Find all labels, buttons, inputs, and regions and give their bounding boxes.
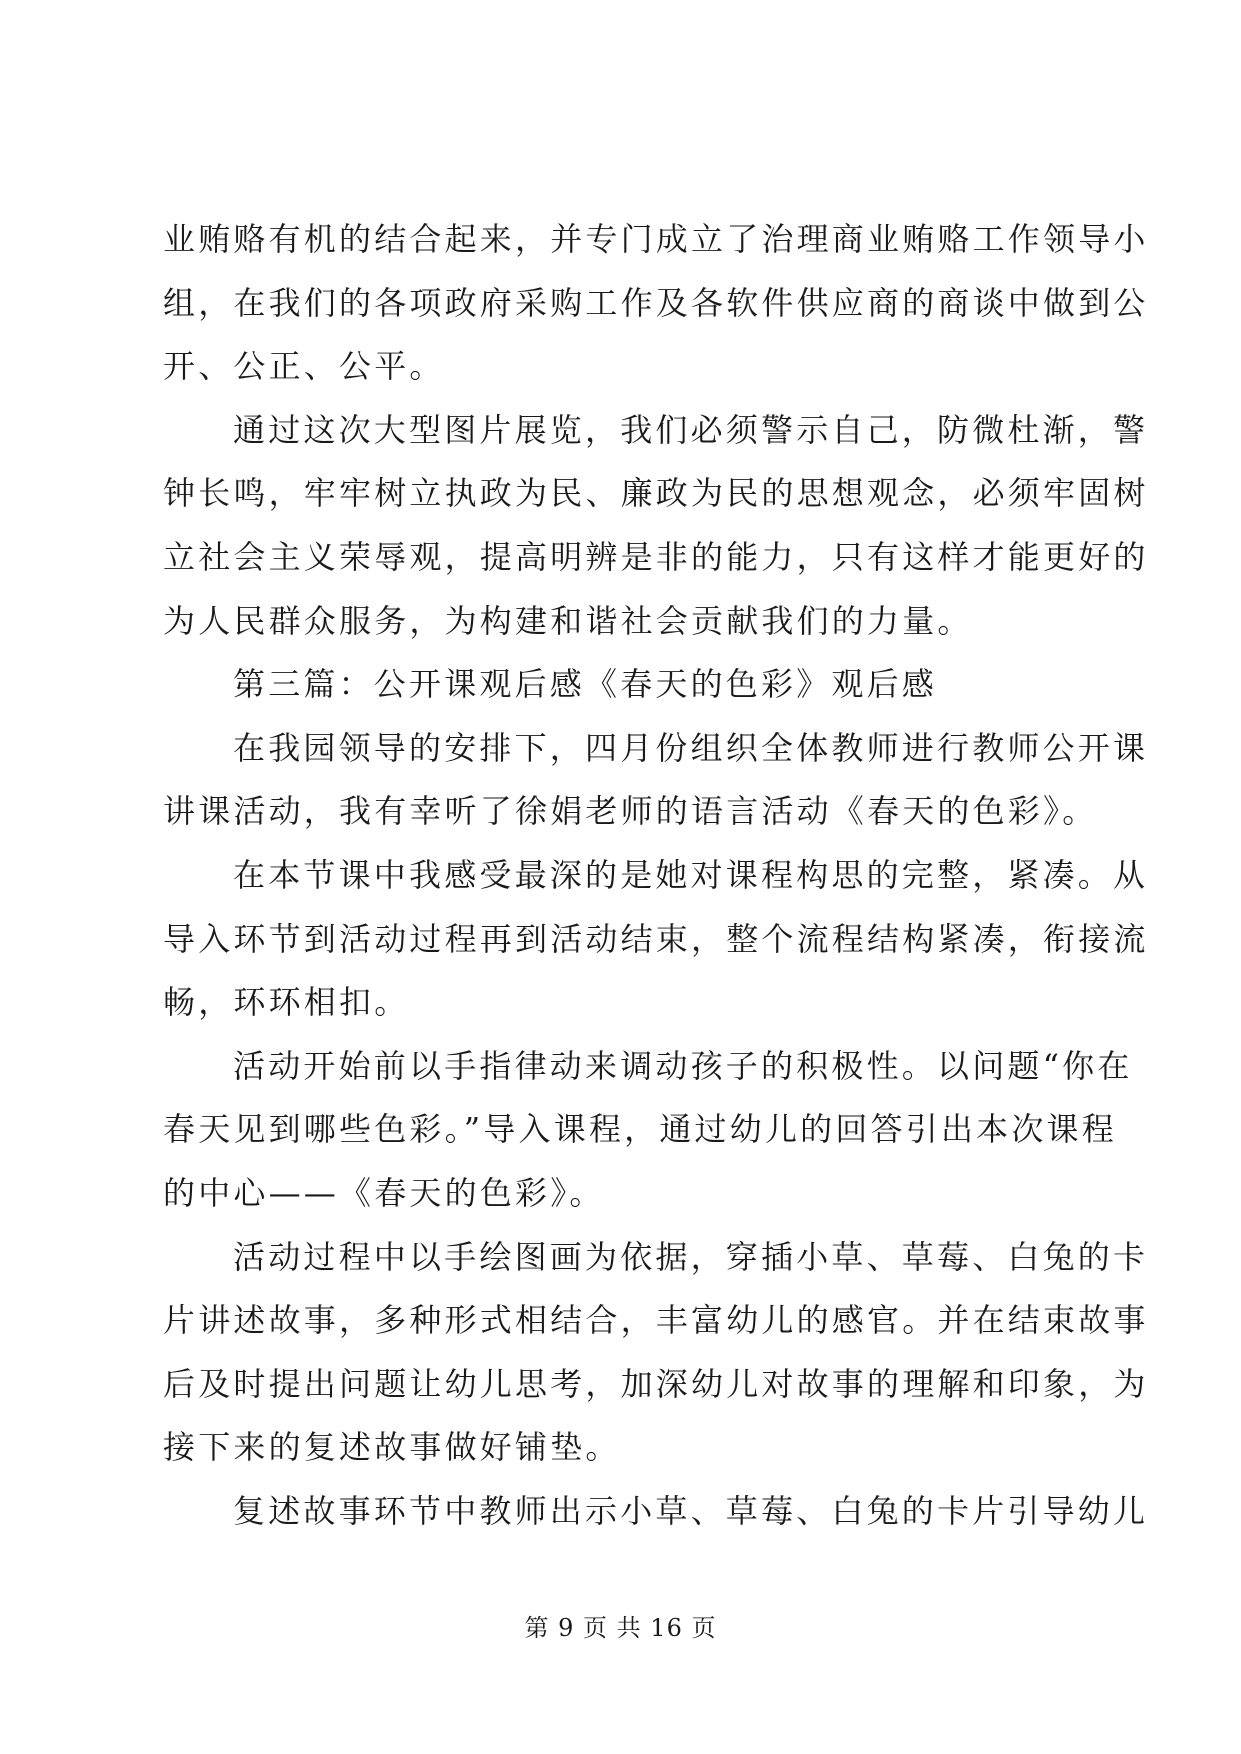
- text-line: 在本节课中我感受最深的是她对课程构思的完整，紧凑。从: [233, 855, 1149, 894]
- paragraph-2: [163, 399, 1149, 653]
- text-line: 片讲述故事，多种形式相结合，丰富幼儿的感官。并在结束故事: [163, 1301, 1149, 1340]
- text-line: 后及时提出问题让幼儿思考，加深幼儿对故事的理解和印象，为: [163, 1364, 1149, 1403]
- text-line: 在我园领导的安排下，四月份组织全体教师进行教师公开课: [233, 728, 1149, 767]
- paragraph-7: [163, 1226, 1149, 1480]
- text-line: 导入环节到活动过程再到活动结束，整个流程结构紧凑，衔接流: [163, 919, 1149, 958]
- text-line: 第三篇：公开课观后感《春天的色彩》观后感: [233, 665, 938, 704]
- text-line: 复述故事环节中教师出示小草、草莓、白兔的卡片引导幼儿: [233, 1491, 1149, 1530]
- text-line: 活动过程中以手绘图画为依据，穿插小草、草莓、白兔的卡: [233, 1237, 1149, 1276]
- text-line: 为人民群众服务，为构建和谐社会贡献我们的力量。: [163, 601, 973, 640]
- section-heading: [163, 653, 1083, 717]
- document-body: [163, 208, 1149, 1543]
- page-number-footer: 第 9 页 共 16 页: [524, 1614, 717, 1642]
- text-line: 畅，环环相扣。: [163, 983, 410, 1022]
- paragraph-8: [163, 1480, 1149, 1544]
- paragraph-1: [163, 208, 1149, 399]
- text-line: 的中心——《春天的色彩》。: [163, 1173, 605, 1212]
- text-line: 活动开始前以手指律动来调动孩子的积极性。以问题“你在: [233, 1046, 1133, 1085]
- text-line: 立社会主义荣辱观，提高明辨是非的能力，只有这样才能更好的: [163, 537, 1149, 576]
- text-line: 组，在我们的各项政府采购工作及各软件供应商的商谈中做到公: [163, 283, 1149, 322]
- text-line: 讲课活动，我有幸听了徐娟老师的语言活动《春天的色彩》。: [163, 792, 1098, 831]
- text-line: 业贿赂有机的结合起来，并专门成立了治理商业贿赂工作领导小: [163, 220, 1149, 258]
- text-line: 通过这次大型图片展览，我们必须警示自己，防微杜渐，警: [233, 410, 1149, 449]
- text-line: 开、公正、公平。: [163, 347, 445, 386]
- text-line: 接下来的复述故事做好铺垫。: [163, 1428, 621, 1467]
- paragraph-6: [163, 1035, 1133, 1226]
- text-line: 春天见到哪些色彩。”导入课程，通过幼儿的回答引出本次课程: [163, 1110, 1117, 1149]
- paragraph-5: [163, 844, 1149, 1035]
- paragraph-4: [163, 717, 1149, 844]
- text-line: 钟长鸣，牢牢树立执政为民、廉政为民的思想观念，必须牢固树: [163, 474, 1149, 513]
